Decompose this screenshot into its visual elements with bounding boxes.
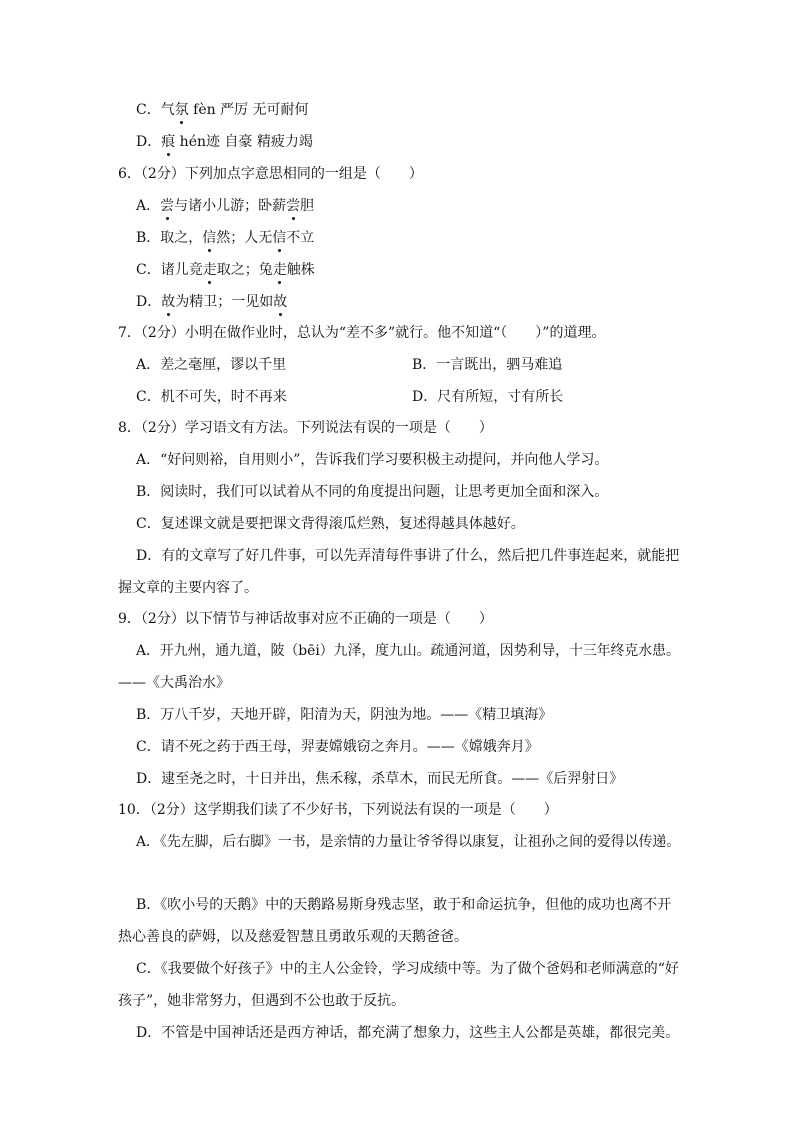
q10-option-d: D．不管是中国神话还是西方神话，都充满了想象力，这些主人公都是英雄，都很完美。 — [136, 1025, 680, 1041]
emphasis-char: 信 — [202, 230, 217, 246]
emphasis-char: 走 — [272, 262, 287, 278]
emphasis-char: 故 — [273, 294, 288, 310]
q8-option-b: B．阅读时，我们可以试着从不同的角度提出问题，让思考更加全面和深入。 — [136, 484, 609, 500]
q7-option-a: A．差之毫厘，谬以千里 — [136, 357, 287, 373]
emphasis-char: 尝 — [160, 198, 175, 214]
emphasis-char: 走 — [202, 262, 217, 278]
emphasis-char: 尝 — [286, 198, 301, 214]
q9-option-d: D．逮至尧之时，十日并出，焦禾稼，杀草木，而民无所食。——《后羿射日》 — [136, 771, 624, 787]
q5-option-c: C．气氛 fèn 严厉 无可耐何 — [136, 102, 309, 118]
q7-stem: 7．（2分）小明在做作业时，总认为“差不多”就行。他不知道“（ ）”的道理。 — [118, 325, 606, 341]
emphasis-char: 信 — [272, 230, 287, 246]
q6-option-a: A．尝与诸小儿游；卧薪尝胆 — [136, 198, 315, 214]
q6-option-c: C．诸儿竞走取之；兔走触株 — [136, 262, 315, 278]
q10-stem: 10．（2分）这学期我们读了不少好书，下列说法有误的一项是（ ） — [118, 802, 558, 818]
emphasis-char: 氛 — [174, 102, 189, 118]
q9-option-b: B．万八千岁，天地开辟，阳清为天，阴浊为地。——《精卫填海》 — [136, 707, 553, 723]
q8-option-d: D．有的文章写了好几件事，可以先弄清每件事讲了什么，然后把几件事连起来，就能把 — [136, 548, 680, 564]
q6-option-b: B．取之，信然；人无信不立 — [136, 230, 315, 246]
q7-option-d: D．尺有所短，寸有所长 — [412, 389, 564, 405]
q10-option-a: A．《先左脚，后右脚》一书，是亲情的力量让爷爷得以康复，让祖孙之间的爱得以传递。 — [136, 834, 681, 850]
q10-option-c: C．《我要做个好孩子》中的主人公金铃，学习成绩中等。为了做个爸妈和老师满意的“好 — [136, 961, 679, 977]
q10-option-b-cont: 热心善良的萨姆，以及慈爱智慧且勇敢乐观的天鹅爸爸。 — [118, 929, 468, 945]
q9-stem: 9．（2分）以下情节与神话故事对应不正确的一项是（ ） — [118, 611, 493, 627]
q10-option-c-cont: 孩子”，她非常努力，但遇到不公也敢于反抗。 — [118, 993, 406, 1009]
q5-option-d: D．痕 hén迹 自豪 精疲力竭 — [136, 134, 313, 150]
q8-stem: 8．（2分）学习语文有方法。下列说法有误的一项是（ ） — [118, 420, 493, 436]
q6-option-d: D．故为精卫；一见如故 — [136, 294, 288, 310]
q8-option-a: A．“好问则裕，自用则小”，告诉我们学习要积极主动提问，并向他人学习。 — [136, 452, 609, 468]
q8-option-c: C．复述课文就是要把课文背得滚瓜烂熟，复述得越具体越好。 — [136, 516, 525, 532]
q7-option-c: C．机不可失，时不再来 — [136, 389, 287, 405]
q9-option-a-cont: ——《大禹治水》 — [118, 675, 230, 691]
q7-option-b: B．一言既出，驷马难追 — [412, 357, 563, 373]
q10-option-b: B．《吹小号的天鹅》中的天鹅路易斯身残志坚，敢于和命运抗争，但他的成功也离不开 — [136, 897, 672, 913]
q9-option-c: C．请不死之药于西王母，羿妻嫦娥窃之奔月。——《嫦娥奔月》 — [136, 739, 539, 755]
q6-stem: 6．（2分）下列加点字意思相同的一组是（ ） — [118, 166, 423, 182]
q8-option-d-cont: 握文章的主要内容了。 — [118, 580, 258, 596]
emphasis-char: 故 — [161, 294, 176, 310]
emphasis-char: 痕 — [161, 134, 176, 150]
q9-option-a: A．开九州，通九道，陂（bēi）九泽，度九山。疏通河道，因势利导，十三年终克水患。 — [136, 643, 680, 659]
